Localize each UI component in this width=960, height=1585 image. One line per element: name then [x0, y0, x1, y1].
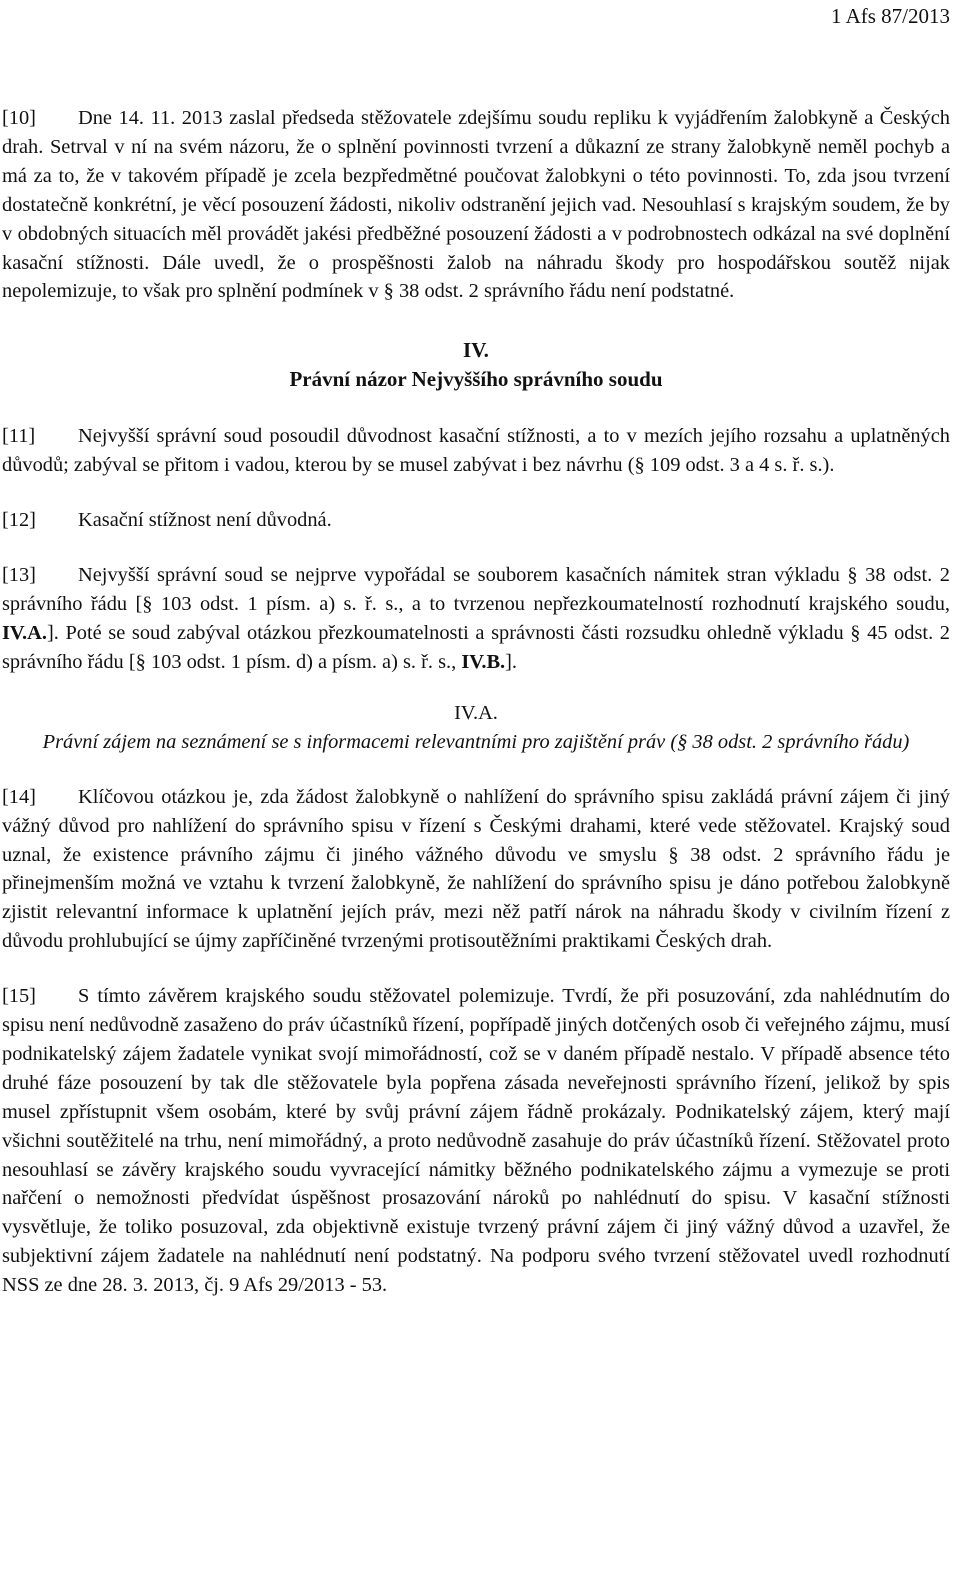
paragraph-number: [14]	[2, 785, 36, 808]
section-heading-iv	[2, 336, 950, 394]
section-title: Právní názor Nejvyššího správního soudu	[289, 367, 663, 392]
paragraph-text: ].	[505, 650, 518, 673]
document-body	[2, 104, 950, 1326]
paragraph-number: [15]	[2, 985, 36, 1008]
case-number-header: 1 Afs 87/2013	[830, 4, 950, 28]
paragraph-15	[2, 982, 950, 1300]
paragraph-text: Klíčovou otázkou je, zda žádost žalobkyně o nahlížení do správního spisu zakládá právní zájem či jiný vážný důvod pro nahlížení do správního spisu v řízení s Českými drahami, které vede stěžovatel. Krajský soud uznal, že existence právního zájmu či jiného vážného důvodu ve smyslu § 38 odst. 2 správního řádu je přinejmenším možná ve vztahu k tvrzení žalobkyně, že nahlížení do správního spisu je dáno potřebou žalobkyně zjistit relevantní informace k uplatnění jejích práv, mezi něž patří nárok na náhradu škody v civilním řízení z důvodu prohlubující se újmy zapříčiněné tvrzenými protisoutěžními praktikami Českých drah.	[2, 785, 950, 953]
paragraph-text: Dne 14. 11. 2013 zaslal předseda stěžovatele zdejšímu soudu repliku k vyjádřením žalobkyně a Českých drah. Setrval v ní na svém názoru, že o splnění povinnosti tvrzení a důkazní ze strany žalobkyně neměl pochyb a má za to, že v takovém případě je zcela bezpředmětné poučovat žalobkyni o této povinnosti. To, zda jsou tvrzení dostatečně konkrétní, je věcí posouzení žádosti, nikoliv odstranění jejich vad. Nesouhlasí s krajským soudem, že by v obdobných situacích měl provádět jakési předběžné posouzení žádosti a v podrobnostech odkázal na své doplnění kasační stížnosti. Dále uvedl, že o prospěšnosti žalob na náhradu škody pro hospodářskou soutěž nijak nepolemizuje, to však pro splnění podmínek v § 38 odst. 2 správního řádu není podstatné.	[2, 107, 950, 303]
paragraph-12	[2, 506, 950, 535]
paragraph-number: [11]	[2, 425, 36, 448]
paragraph-text: S tímto závěrem krajského soudu stěžovatel polemizuje. Tvrdí, že při posuzování, zda nahlédnutím do spisu není nedůvodně zasaženo do práv účastníků řízení, popřípadě jiných dotčených osob či veřejného zájmu, musí podnikatelský zájem žadatele vynikat svojí mimořádností, což se v daném případě nestalo. V případě absence této druhé fáze posouzení by tak dle stěžovatele byla popřena zásada neveřejnosti správního řízení, jelikož by spis musel zpřístupnit všem osobám, které by svůj právní zájem řádně prokázaly. Podnikatelský zájem, který mají všichni soutěžitelé na trhu, není mimořádný, a proto nedůvodně zasahuje do práv účastníků řízení. Stěžovatel proto nesouhlasí se závěry krajského soudu vyvracející námitky běžného podnikatelského zájmu a vymezuje se proti nařčení o nemožnosti předvídat úspěšnost prosazování nároků po nahlédnutí do spisu. V kasační stížnosti vysvětluje, že toliko posuzoval, zda objektivně existuje tvrzený právní zájem či jiný vážný důvod a uzavřel, že subjektivní zájem žadatele na nahlédnutí není podstatný. Na podporu svého tvrzení stěžovatel uvedl rozhodnutí NSS ze dne 28. 3. 2013, čj. 9 Afs 29/2013 - 53.	[2, 985, 950, 1297]
subsection-heading-iva	[2, 699, 950, 757]
paragraph-text: Nejvyšší správní soud posoudil důvodnost kasační stížnosti, a to v mezích jejího rozsahu a uplatněných důvodů; zabýval se přitom i vadou, kterou by se musel zabývat i bez návrhu (§ 109 odst. 3 a 4 s. ř. s.).	[2, 425, 950, 477]
paragraph-text: Kasační stížnost není důvodná.	[78, 509, 332, 532]
paragraph-10	[2, 104, 950, 306]
section-reference: IV.A.	[2, 621, 47, 644]
paragraph-number: [13]	[2, 564, 36, 587]
paragraph-number: [12]	[2, 509, 36, 532]
paragraph-14	[2, 783, 950, 956]
paragraph-13	[2, 561, 950, 677]
paragraph-number: [10]	[2, 107, 36, 129]
section-reference: IV.B.	[461, 650, 506, 673]
paragraph-11	[2, 422, 950, 480]
paragraph-text: ]. Poté se soud zabýval otázkou přezkoumatelnosti a správnosti části rozsudku ohledně výkladu § 45 odst. 2 správního řádu [§ 103 odst. 1 písm. d) a písm. a) s. ř. s.,	[2, 621, 950, 673]
paragraph-text: Nejvyšší správní soud se nejprve vypořádal se souborem kasačních námitek stran výkladu § 38 odst. 2 správního řádu [§ 103 odst. 1 písm. a) s. ř. s., a to tvrzenou nepřezkoumatelností rozhodnutí krajského soudu,	[2, 564, 950, 615]
subsection-label: IV.A.	[454, 701, 498, 724]
subsection-title: Právní zájem na seznámení se s informacemi relevantními pro zajištění práv (§ 38 odst. 2 správního řádu)	[42, 730, 910, 753]
section-label: IV.	[463, 338, 489, 363]
